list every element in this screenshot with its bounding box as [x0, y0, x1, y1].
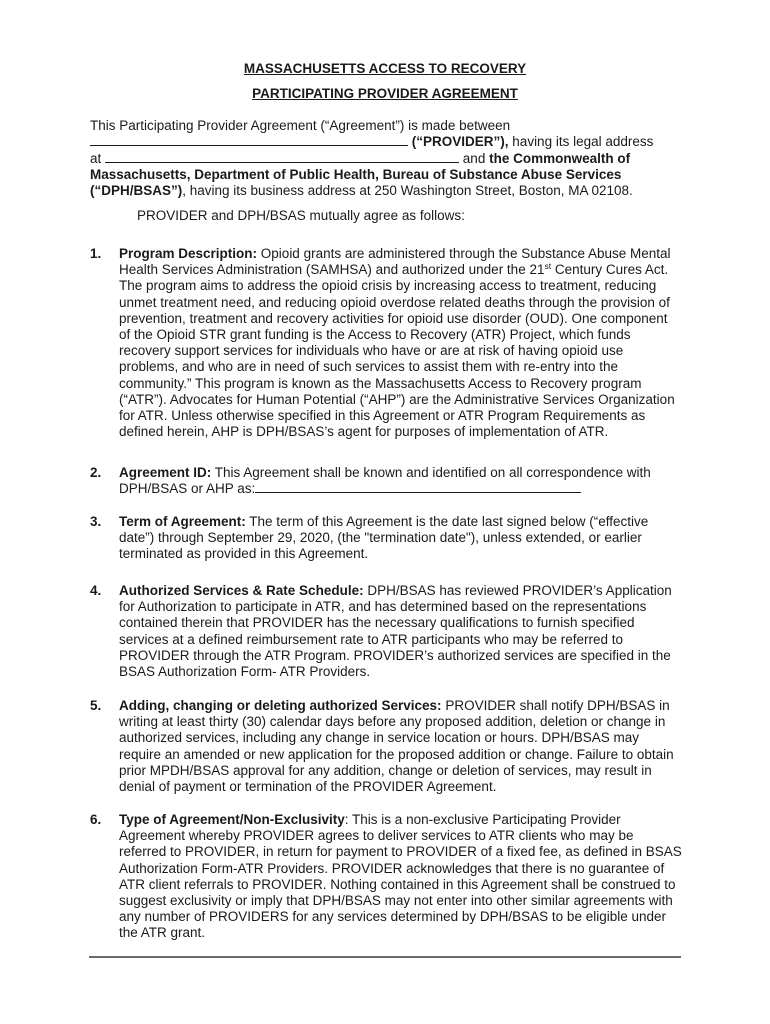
section-number: 2.: [90, 465, 102, 480]
provider-tag: (“PROVIDER”),: [411, 134, 509, 150]
section-text: The term of this Agreement is the date last signed below (“effective date”) through September 29, 2020, (the "termination date"), unless extended, or earlier terminated as provided in this Agreement.: [119, 514, 649, 562]
section-heading: Type of Agreement/Non-Exclusivity: [119, 812, 345, 827]
section-agreement-id: [90, 465, 682, 497]
footer-divider: [89, 956, 681, 958]
document-title: MASSACHUSETTS ACCESS TO RECOVERY: [243, 61, 527, 76]
section-heading: Term of Agreement:: [119, 514, 246, 529]
section-program-description: [90, 246, 682, 440]
section-text-continued: Century Cures Act. The program aims to address the opioid crisis by increasing access to treatment, reducing unmet treatment need, and reducing opioid overdose related deaths through the provision of prevention, treatment and recovery activities for opioid use disorder (OUD). One component of the Opioid STR grant funding is the Access to Recovery (ATR) Project, which funds recovery support services for individuals who have or are at risk of having opioid use problems, and who are in need of such services to assist them with re-entry into the community.” This program is known as the Massachusetts Access to Recovery program (“ATR”). Advocates for Human Potential (“AHP”) are the Administrative Services Organization for ATR. Unless otherwise specified in this Agreement or ATR Program Requirements as defined herein, AHP is DPH/BSAS’s agent for purposes of implementation of ATR.: [119, 262, 675, 440]
section-text: Opioid grants are administered through the Substance Abuse Mental Health Services Administration (SAMHSA) and authorized under the 21: [119, 246, 671, 278]
intro-and: and: [462, 150, 486, 166]
intro-at: at: [90, 150, 102, 166]
section-number: 6.: [90, 812, 102, 827]
mutual-agreement-line: PROVIDER and DPH/BSAS mutually agree as follows:: [137, 208, 465, 223]
ordinal-suffix: st: [544, 261, 552, 272]
section-text: This Agreement shall be known and identified on all correspondence with DPH/BSAS or AHP as:: [119, 465, 651, 497]
section-number: 5.: [90, 698, 102, 713]
provider-tail: having its legal address: [512, 134, 654, 150]
section-heading: Program Description:: [119, 246, 258, 261]
intro-paragraph: [90, 118, 680, 199]
section-heading: Authorized Services & Rate Schedule:: [119, 583, 364, 598]
section-term-of-agreement: [90, 514, 682, 563]
section-authorized-services: [90, 583, 682, 680]
agreement-id-field[interactable]: [255, 481, 581, 493]
section-text: PROVIDER shall notify DPH/BSAS in writing at least thirty (30) calendar days before any proposed addition, deletion or change in authorized services, including any change in service location or hours. DPH/BSAS may require an amended or new application for the proposed addition or change. Failure to obtain prior MPDH/BSAS approval for any addition, change or deletion of services, may result in denial of payment or termination of the PROVIDER Agreement.: [119, 698, 674, 795]
section-text: : This is a non-exclusive Participating Provider Agreement whereby PROVIDER agrees to deliver services to ATR clients who may be referred to PROVIDER, in return for payment to PROVIDER of a fixed fee, as defined in BSAS Authorization Form-ATR Providers. PROVIDER acknowledges that there is no guarantee of ATR client referrals to PROVIDER. Nothing contained in this Agreement shall be construed to suggest exclusivity or imply that DPH/BSAS may not enter into other similar agreements with any number of PROVIDERS for any services determined by DPH/BSAS to be eligible under the ATR grant.: [119, 812, 682, 941]
commonwealth-party: the Commonwealth of Massachusetts, Department of Public Health, Bureau of Substance Abuse Services (“DPH/BSAS”): [90, 150, 631, 199]
intro-lead: This Participating Provider Agreement (“Agreement”) is made between: [90, 118, 511, 133]
intro-closing: , having its business address at 250 Washington Street, Boston, MA 02108.: [182, 183, 633, 199]
section-non-exclusivity: [90, 812, 682, 942]
section-number: 4.: [90, 583, 102, 598]
provider-name-field[interactable]: [90, 134, 408, 146]
provider-address-field[interactable]: [105, 151, 459, 163]
section-changing-services: [90, 698, 682, 795]
section-text: DPH/BSAS has reviewed PROVIDER’s Application for Authorization to participate in ATR, and has determined based on the representations contained therein that PROVIDER has the necessary qualifications to furnish specified services at a defined reimbursement rate to ATR participants who may be referred to PROVIDER through the ATR Program. PROVIDER’s authorized services are specified in the BSAS Authorization Form- ATR Providers.: [119, 583, 672, 680]
section-heading: Adding, changing or deleting authorized Services:: [119, 698, 442, 713]
document-subtitle: PARTICIPATING PROVIDER AGREEMENT: [252, 86, 518, 101]
section-heading: Agreement ID:: [119, 465, 212, 480]
section-number: 3.: [90, 514, 102, 529]
section-number: 1.: [90, 246, 102, 261]
